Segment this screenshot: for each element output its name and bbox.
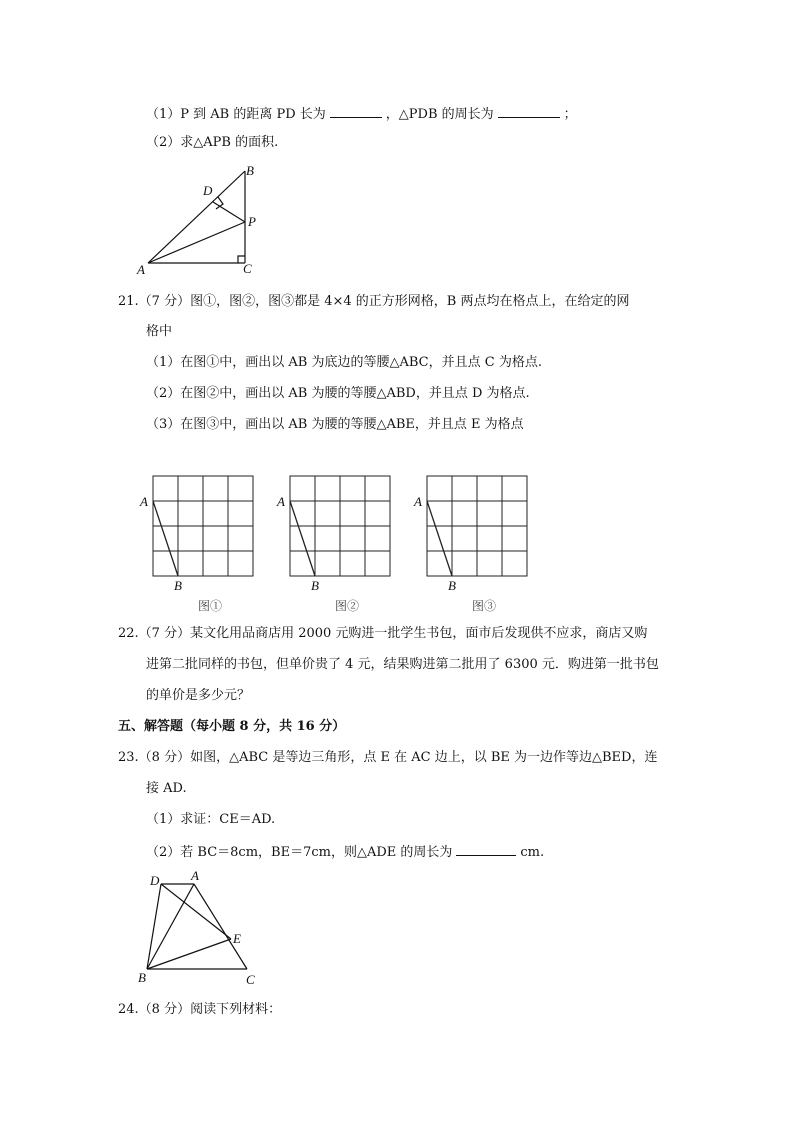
q24-line-1: 24.（8 分）阅读下列材料： [118, 1002, 282, 1017]
q23-line-1: 23.（8 分）如图，△ABC 是等边三角形，点 E 在 AC 边上，以 BE 为一边作等边△BED，连 [118, 750, 658, 765]
segment-AC [194, 884, 247, 969]
q23-part2-text: （2）若 BC＝8cm，BE＝7cm，则△ADE 的周长为 [146, 845, 453, 860]
q20-part1 [146, 104, 577, 124]
label-D: D [203, 183, 213, 198]
q20-part2: （2）求△APB 的面积. [146, 135, 279, 150]
segment-AB [148, 171, 245, 263]
segment-AB [147, 884, 194, 969]
q21-stem-2: 格中 [146, 324, 173, 339]
q22-line-3: 的单价是多少元？ [146, 688, 251, 703]
segment-DE [161, 884, 231, 939]
q21-part3: （3）在图③中，画出以 AB 为腰的等腰△ABE，并且点 E 为格点 [146, 417, 524, 432]
grid1-label-A: A [140, 494, 148, 509]
caption-figure-1: 图① [198, 599, 223, 613]
segment-AP [148, 222, 245, 263]
q20-part1-mid: ，△PDB 的周长为 [385, 107, 494, 122]
grid-figure-2 [290, 476, 390, 576]
q23-part2 [146, 842, 544, 862]
grid2-label-A: A [277, 494, 285, 509]
grid2-label-B: B [311, 578, 319, 593]
q23-part2-unit: cm. [520, 845, 545, 860]
section-heading: 五、解答题（每小题 8 分，共 16 分） [118, 719, 346, 734]
q23-line-2: 接 AD. [146, 781, 187, 796]
label-C: C [246, 972, 255, 987]
label-A: A [191, 868, 199, 883]
caption-figure-3: 图③ [472, 599, 497, 613]
grid3-label-B: B [448, 578, 456, 593]
segment-BE [147, 939, 231, 969]
answer-blank[interactable] [498, 104, 560, 118]
label-A: A [137, 262, 145, 277]
grid-figure-1 [153, 476, 253, 576]
segment-AB [153, 501, 178, 576]
label-P: P [248, 214, 256, 229]
segment-AB [427, 501, 452, 576]
q23-part1: （1）求证：CE＝AD. [146, 812, 276, 827]
q21-part1: （1）在图①中，画出以 AB 为底边的等腰△ABC，并且点 C 为格点. [146, 355, 542, 370]
answer-blank[interactable] [330, 104, 382, 118]
segment-DP [213, 202, 245, 222]
grid-figure-3 [427, 476, 527, 576]
caption-figure-2: 图② [335, 599, 360, 613]
answer-blank[interactable] [456, 842, 516, 856]
segment-AB [290, 501, 315, 576]
grid3-label-A: A [414, 494, 422, 509]
label-B: B [138, 970, 146, 985]
label-D: D [150, 873, 160, 888]
q20-part1-end: ； [563, 107, 577, 122]
label-B: B [246, 163, 254, 178]
right-angle-mark-C [238, 256, 245, 263]
label-E: E [233, 931, 241, 946]
q22-line-2: 进第二批同样的书包，但单价贵了 4 元，结果购进第二批用了 6300 元．购进第一批书包 [146, 657, 659, 672]
q21-stem-1: 21.（7 分）图①，图②，图③都是 4×4 的正方形网格，B 两点均在格点上，在给定的网 [118, 294, 630, 309]
q20-part1-text: （1）P 到 AB 的距离 PD 长为 [146, 107, 326, 122]
right-angle-mark-D [216, 197, 223, 209]
q22-line-1: 22.（7 分）某文化用品商店用 2000 元购进一批学生书包，面市后发现供不应求，商店又购 [118, 626, 648, 641]
q21-part2: （2）在图②中，画出以 AB 为腰的等腰△ABD，并且点 D 为格点. [146, 386, 530, 401]
segment-DB [147, 884, 161, 969]
grid1-label-B: B [174, 578, 182, 593]
label-C: C [243, 261, 252, 276]
